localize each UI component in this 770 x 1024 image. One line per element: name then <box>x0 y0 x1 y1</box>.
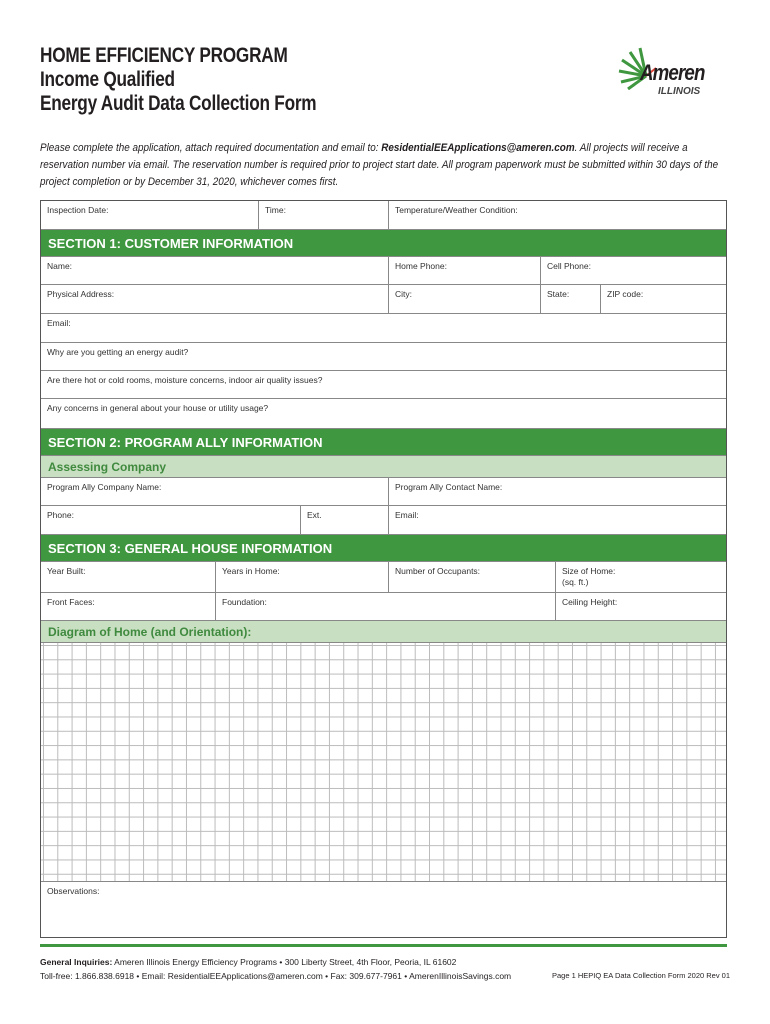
footer-label: General Inquiries: <box>40 957 113 967</box>
logo-brand: Ameren <box>640 60 705 85</box>
page-number: Page 1 HEPIQ EA Data Collection Form 2020 Rev 01 <box>552 971 731 980</box>
diagram-grid[interactable] <box>41 643 726 882</box>
home-size-label: Size of Home: <box>562 566 616 576</box>
home-size-field[interactable] <box>556 562 726 592</box>
year-built-field[interactable]: Year Built: <box>41 562 216 592</box>
instructions <box>40 140 733 191</box>
submission-email-link[interactable]: ResidentialEEApplications@ameren.com <box>381 142 575 154</box>
observations-field[interactable]: Observations: <box>47 886 100 896</box>
ally-company-field[interactable]: Program Ally Company Name: <box>41 478 389 505</box>
inspection-date-field[interactable]: Inspection Date: <box>41 201 259 229</box>
ally-email-field[interactable]: Email: <box>395 510 419 520</box>
weather-field[interactable]: Temperature/Weather Condition: <box>395 205 518 215</box>
address-field[interactable]: Physical Address: <box>41 285 389 313</box>
assessing-company-subheader: Assessing Company <box>41 456 726 478</box>
audit-reason-field[interactable]: Why are you getting an energy audit? <box>47 347 189 357</box>
form <box>40 200 727 938</box>
front-faces-field[interactable]: Front Faces: <box>41 593 216 620</box>
room-issues-field[interactable]: Are there hot or cold rooms, moisture concerns, indoor air quality issues? <box>47 375 323 385</box>
intro-text-2: . All projects will receive a reservation number via email. The reservation number is required prior to project start date. All program paperwork must be submitted within 30 days of the project completion or by December 31, 2020, whichever comes first. <box>40 142 719 188</box>
cell-phone-field[interactable]: Cell Phone: <box>547 261 591 271</box>
section-3-header: SECTION 3: GENERAL HOUSE INFORMATION <box>41 535 726 562</box>
city-field[interactable]: City: <box>389 285 541 313</box>
footer-contact: Toll-free: 1.866.838.6918 • Email: ResidentialEEApplications@ameren.com • Fax: 309.677-7961 • AmerenIllinoisSavings.com <box>40 971 512 981</box>
section-2-header: SECTION 2: PROGRAM ALLY INFORMATION <box>41 429 726 456</box>
zip-field[interactable]: ZIP code: <box>607 289 644 299</box>
ally-phone-field[interactable]: Phone: <box>41 506 301 534</box>
section-1-header: SECTION 1: CUSTOMER INFORMATION <box>41 230 726 257</box>
home-size-unit: (sq. ft.) <box>562 577 589 587</box>
state-field[interactable]: State: <box>541 285 601 313</box>
intro-text: Please complete the application, attach required documentation and email to: <box>40 142 382 154</box>
time-field[interactable]: Time: <box>259 201 389 229</box>
email-field[interactable]: Email: <box>47 318 71 328</box>
ameren-logo <box>618 46 728 106</box>
ally-contact-field[interactable]: Program Ally Contact Name: <box>395 482 503 492</box>
name-field[interactable]: Name: <box>41 257 389 284</box>
occupants-field[interactable]: Number of Occupants: <box>389 562 556 592</box>
foundation-field[interactable]: Foundation: <box>216 593 556 620</box>
ally-ext-field[interactable]: Ext. <box>301 506 389 534</box>
title-line-1: HOME EFFICIENCY PROGRAM <box>40 44 288 67</box>
home-phone-field[interactable]: Home Phone: <box>389 257 541 284</box>
footer-divider <box>40 944 727 947</box>
title-line-3: Energy Audit Data Collection Form <box>40 92 317 115</box>
logo-region: ILLINOIS <box>658 86 701 97</box>
footer-inquiries <box>40 957 456 967</box>
footer-address: Ameren Illinois Energy Efficiency Programs • 300 Liberty Street, 4th Floor, Peoria, IL 61602 <box>112 957 457 967</box>
diagram-subheader: Diagram of Home (and Orientation): <box>41 621 726 643</box>
title-line-2: Income Qualified <box>40 68 175 91</box>
years-in-home-field[interactable]: Years in Home: <box>216 562 389 592</box>
page-title <box>40 44 316 116</box>
general-concerns-field[interactable]: Any concerns in general about your house or utility usage? <box>47 403 269 413</box>
ceiling-height-field[interactable]: Ceiling Height: <box>562 597 618 607</box>
